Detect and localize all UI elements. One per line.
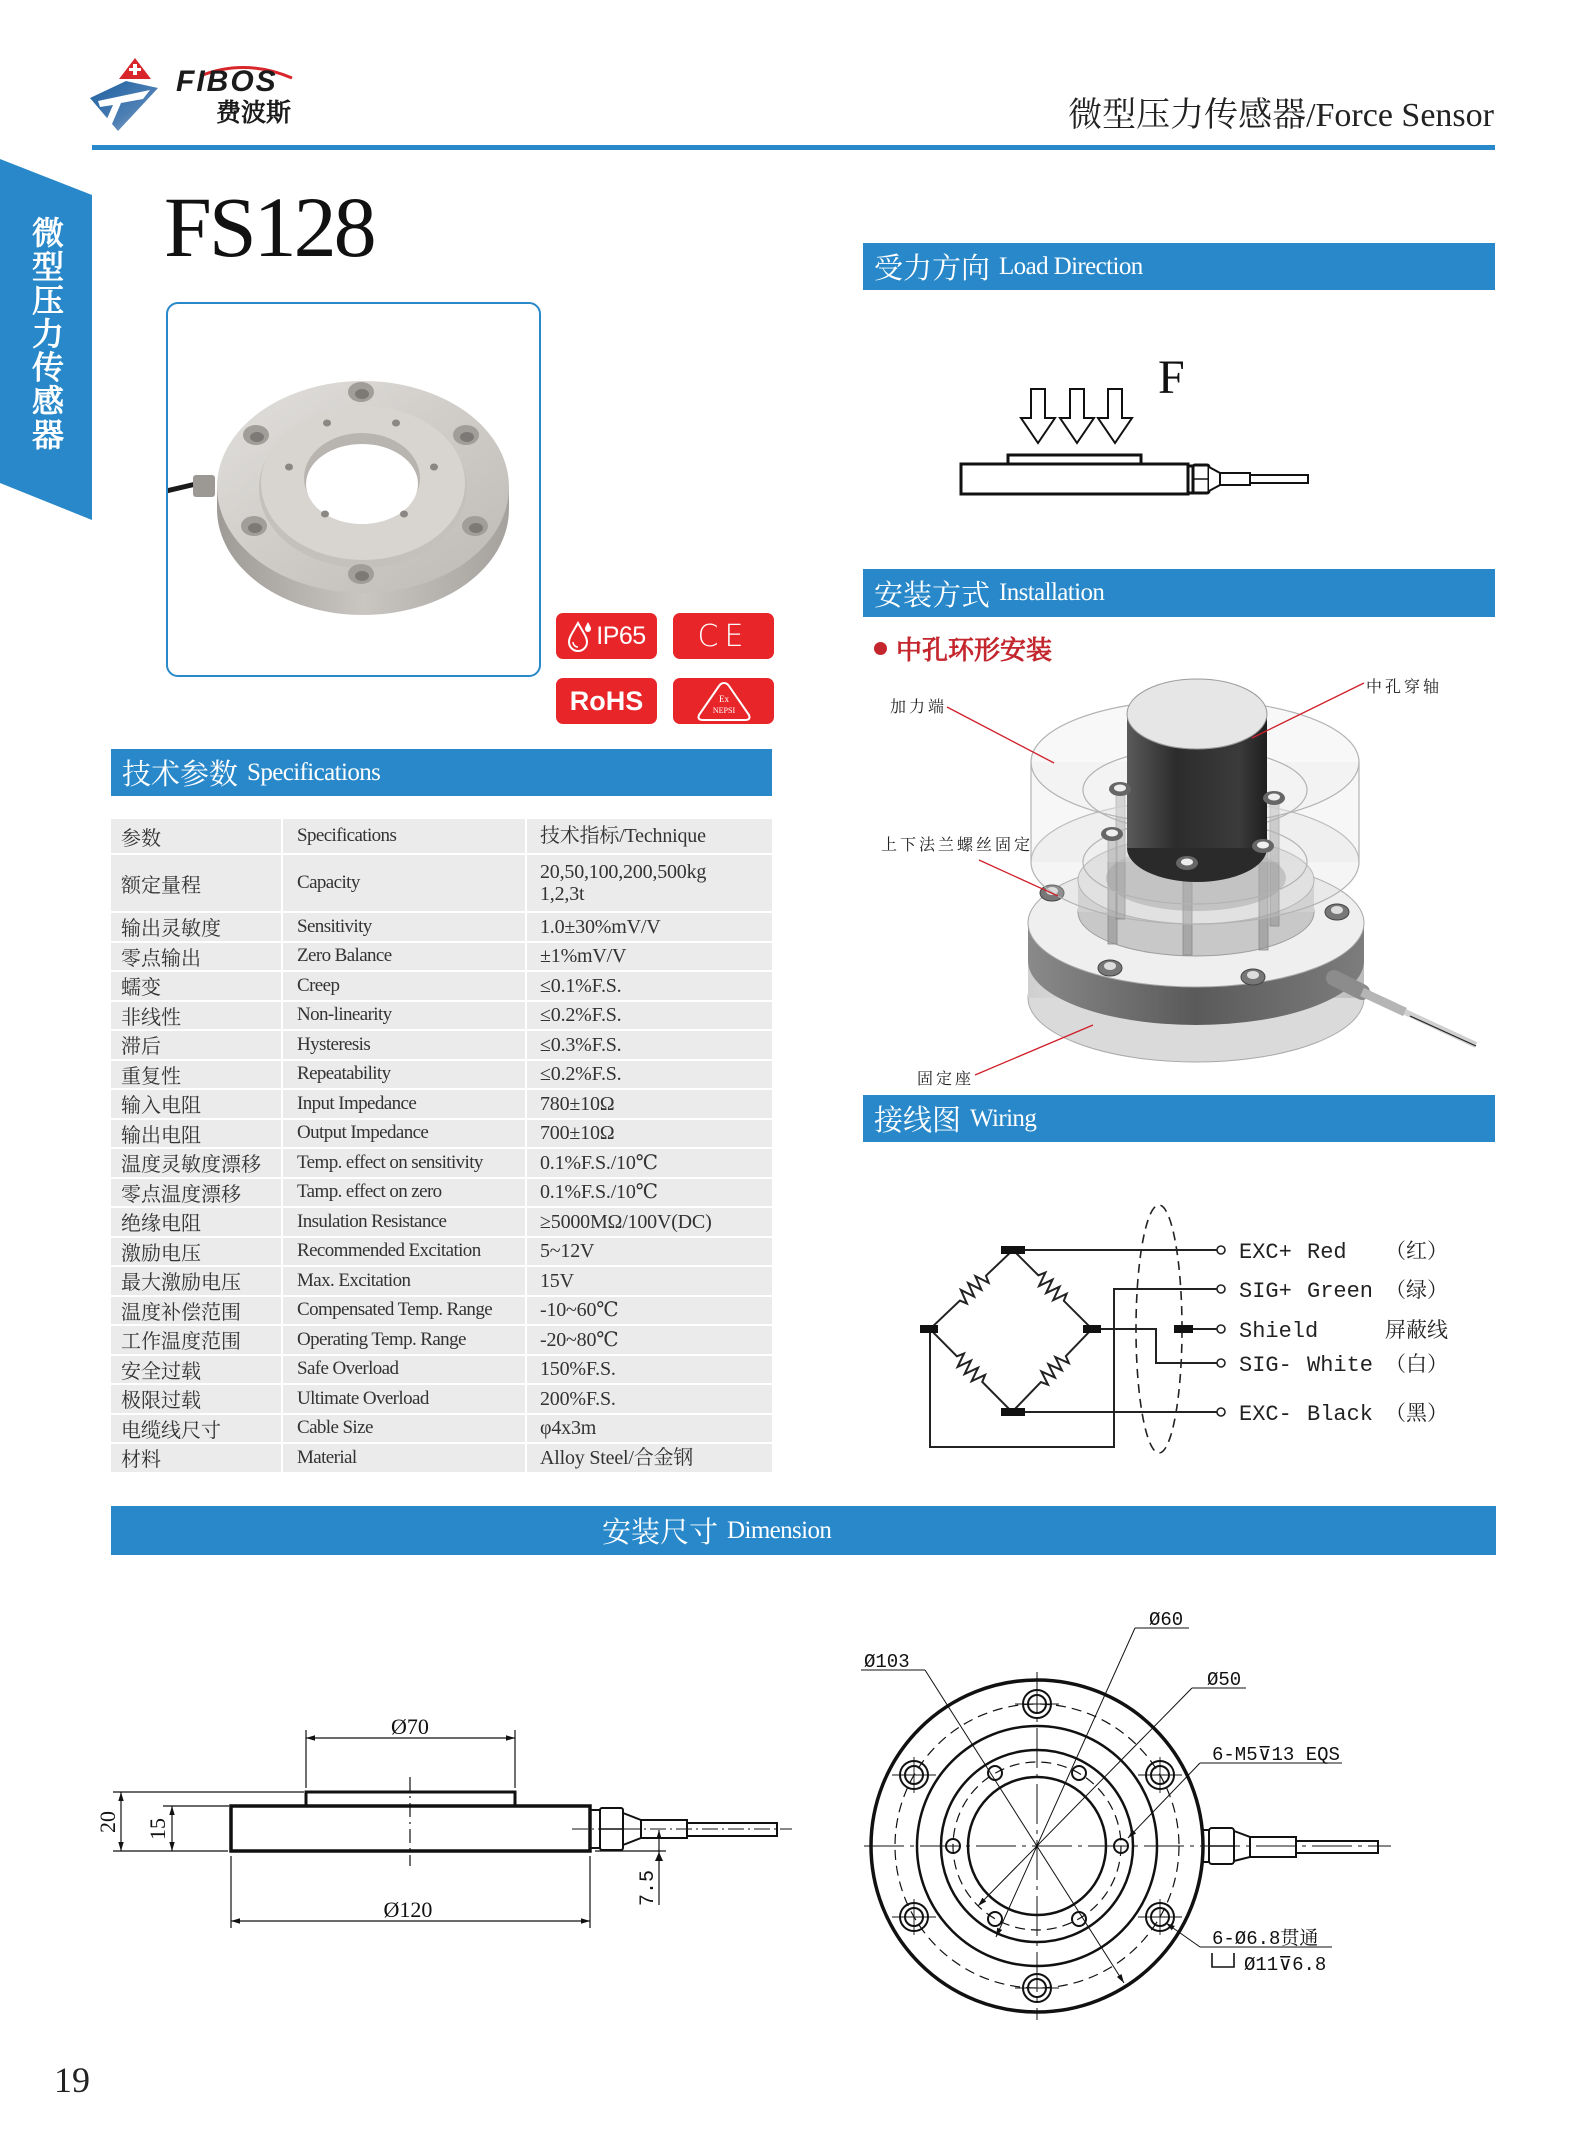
wire-color-label: Green [1307,1279,1374,1304]
table-row-param: 温度灵敏度漂移 [111,1149,281,1177]
table-row-param: 电缆线尺寸 [111,1415,281,1443]
table-row-value: ±1%mV/V [527,943,772,971]
wire-signal-label: EXC- [1239,1402,1292,1427]
table-row-name: Input Impedance [283,1090,525,1118]
ce-badge [673,613,774,659]
table-row-param: 零点温度漂移 [111,1179,281,1207]
wire-color-cn-label: （绿） [1385,1278,1448,1302]
resistor-icon [1007,1324,1098,1417]
table-row-name: Zero Balance [283,943,525,971]
specifications-header [111,749,772,796]
table-row-value: 5~12V [527,1238,772,1266]
dim-ring-diameter: Ø60 [1149,1609,1184,1631]
table-row-param: 温度补偿范围 [111,1297,281,1325]
table-row-value: 700±10Ω [527,1120,772,1148]
wiring-title-cn: 接线图 [874,1105,962,1137]
rohs-badge [556,678,657,724]
label-fixed-base: 固定座 [917,1069,975,1088]
wire-color-label: Red [1307,1240,1347,1265]
dim-body-diameter: Ø120 [383,1897,433,1922]
product-photo-frame [166,302,541,677]
table-row-value: -10~60℃ [527,1297,772,1325]
resistor-icon [925,1324,1017,1416]
table-row-value: 0.1%F.S./10℃ [527,1149,772,1177]
table-row-name: Cable Size [283,1415,525,1443]
table-row-value: 200%F.S. [527,1385,772,1413]
ex-nepsi-badge [673,678,774,724]
table-row-param: 安全过载 [111,1356,281,1384]
wire-sig-minus [1101,1329,1217,1363]
table-row-value: 15V [527,1267,772,1295]
table-row-param: 滞后 [111,1031,281,1059]
table-row-name: Operating Temp. Range [283,1326,525,1354]
cable-icon [166,484,196,491]
top-view-drawing [855,1595,1415,2035]
specifications-table [111,819,772,1472]
table-row-param: 蠕变 [111,972,281,1000]
label-center-shaft: 中孔穿轴 [1366,677,1443,696]
brand-name-en: FIBOS [176,65,278,98]
table-row-name: Tamp. effect on zero [283,1179,525,1207]
brand-name-cn: 费波斯 [216,98,292,127]
wire-color-label: Black [1307,1402,1374,1427]
table-row-param: 绝缘电阻 [111,1208,281,1236]
wire-color-cn-label: （红） [1385,1239,1448,1263]
force-arrow-icons [1021,389,1132,443]
table-row-param: 材料 [111,1444,281,1472]
wire-color-cn-label: 屏蔽线 [1385,1318,1448,1342]
wiring-diagram [900,1190,1480,1470]
installation-header [863,569,1495,617]
load-direction-diagram [940,340,1320,510]
dim-counterbore: Ø11⊽6.8 [1244,1954,1327,1976]
table-row-value: 780±10Ω [527,1090,772,1118]
center-shaft-icon [1127,679,1267,882]
table-row-name: Recommended Excitation [283,1238,525,1266]
table-row-value: ≥5000MΩ/100V(DC) [527,1208,772,1236]
installation-illustration [870,670,1490,1095]
dim-cable-offset: 7.5 [637,1869,660,1907]
installation-title-cn: 安装方式 [874,579,991,612]
table-row-param: 零点输出 [111,943,281,971]
logo-mark-icon [90,58,158,131]
terminal-icons [1217,1246,1225,1416]
water-drop-icon [567,620,593,652]
category-side-tab-label: 微型压力传感器 [27,216,65,452]
dimension-title-en: Dimension [727,1516,832,1544]
bridge-node-icons [920,1246,1193,1416]
dimension-title-cn: 安装尺寸 [602,1517,719,1549]
wire-color-cn-label: （黑） [1385,1401,1448,1425]
dim-body-height: 15 [145,1818,170,1840]
table-row-value: 0.1%F.S./10℃ [527,1179,772,1207]
table-row-param: 非线性 [111,1002,281,1030]
label-load-end: 加力端 [890,697,948,716]
wire-signal-label: EXC+ [1239,1240,1292,1265]
resistor-icon [1008,1245,1097,1334]
table-row-value: φ4x3m [527,1415,772,1443]
brand-logo [86,50,301,136]
cable-gland-icon [193,475,215,497]
ex-label: Ex [718,694,729,704]
dim-center-hole: Ø50 [1207,1669,1242,1691]
table-row-param: 工作温度范围 [111,1326,281,1354]
wire-signal-label: SIG+ [1239,1279,1292,1304]
ex-nepsi-icon [694,679,754,723]
dim-threaded-holes: 6-M5⊽13 EQS [1212,1744,1340,1766]
table-row-param: 输出电阻 [111,1120,281,1148]
installation-method [874,630,1052,667]
table-row-param: 最大激励电压 [111,1267,281,1295]
table-row-param: 重复性 [111,1061,281,1089]
table-row-name: Capacity [283,855,525,911]
column-header-spec: Specifications [283,819,525,853]
table-row-value: 1.0±30%mV/V [527,913,772,941]
dimension-header [111,1506,1496,1555]
table-row-value [527,855,772,911]
resistor-icon [925,1245,1017,1334]
specifications-title-en: Specifications [247,758,381,786]
wiring-header [863,1095,1495,1142]
specifications-title-cn: 技术参数 [122,759,239,791]
dim-total-height: 20 [95,1811,120,1833]
column-header-value: 技术指标/Technique [527,819,772,853]
table-row-name: Non-linearity [283,1002,525,1030]
model-title: FS128 [164,179,374,275]
wiring-title-en: Wiring [970,1104,1037,1132]
table-row-name: Safe Overload [283,1356,525,1384]
table-row-name: Hysteresis [283,1031,525,1059]
dim-top-diameter: Ø70 [391,1714,429,1739]
capacity-values-t: 1,2,3t [540,883,585,905]
bullet-icon [874,642,887,655]
table-row-param: 输出灵敏度 [111,913,281,941]
table-row-value: ≤0.1%F.S. [527,972,772,1000]
page-number: 19 [54,2060,90,2100]
table-row-name: Insulation Resistance [283,1208,525,1236]
wire-color-cn-label: （白） [1385,1352,1448,1376]
table-row-value: ≤0.2%F.S. [527,1002,772,1030]
rohs-label: RoHS [569,685,644,716]
nepsi-label: NEPSI [712,706,735,715]
table-row-name: Material [283,1444,525,1472]
table-row-name: Compensated Temp. Range [283,1297,525,1325]
ip65-label: IP65 [596,621,646,650]
table-row-param: 激励电压 [111,1238,281,1266]
table-row-param: 极限过载 [111,1385,281,1413]
table-row-name: Repeatability [283,1061,525,1089]
table-row-value: -20~80℃ [527,1326,772,1354]
installation-title-en: Installation [999,579,1105,606]
product-photo [166,302,541,677]
side-view-drawing [90,1700,810,1940]
installation-method-label: 中孔环形安装 [896,636,1053,665]
table-row-value: Alloy Steel/合金钢 [527,1444,772,1472]
table-row-name: Output Impedance [283,1120,525,1148]
load-direction-title-cn: 受力方向 [874,253,991,285]
table-row-param: 额定量程 [111,855,281,911]
wire-color-label: White [1307,1353,1374,1378]
load-direction-header [863,243,1495,290]
wire-signal-label: SIG- [1239,1353,1292,1378]
table-row-name: Sensitivity [283,913,525,941]
table-row-name: Temp. effect on sensitivity [283,1149,525,1177]
counterbore-icon [1212,1953,1234,1967]
ce-label: CE [697,618,750,654]
capacity-values-kg: 20,50,100,200,500kg [540,861,707,883]
dim-through-holes: 6-Ø6.8贯通 [1212,1928,1319,1950]
load-direction-title-en: Load Direction [999,252,1143,280]
table-row-name: Ultimate Overload [283,1385,525,1413]
table-row-value: ≤0.3%F.S. [527,1031,772,1059]
table-row-value: ≤0.2%F.S. [527,1061,772,1089]
wire-signal-label: Shield [1239,1319,1319,1344]
table-row-value: 150%F.S. [527,1356,772,1384]
force-label: F [1158,351,1185,404]
header-title: 微型压力传感器/Force Sensor [1068,97,1494,134]
table-row-param: 输入电阻 [111,1090,281,1118]
ip65-badge [556,613,657,659]
table-row-name: Max. Excitation [283,1267,525,1295]
dim-bolt-circle: Ø103 [864,1651,910,1673]
column-header-param: 参数 [111,819,281,853]
label-flange-screws: 上下法兰螺丝固定 [881,835,1034,854]
header-divider [92,145,1495,150]
table-row-name: Creep [283,972,525,1000]
